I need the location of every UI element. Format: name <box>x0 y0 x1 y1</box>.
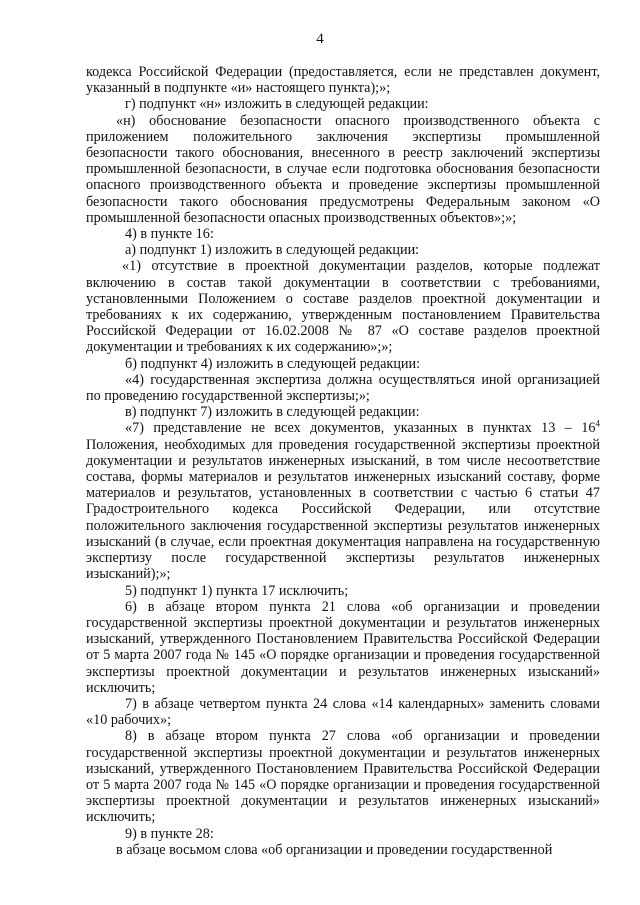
footnote-superscript: 4 <box>595 418 600 429</box>
paragraph-quote-4: «4) государственная экспертиза должна осуществляться иной организацией по проведению государственной экспертизы;»; <box>86 371 600 405</box>
paragraph-item-8: 8) в абзаце втором пункта 27 слова «об организации и проведении государственной экспертизы проектной документации и результатов инженерных изысканий, утвержденного Постановлением Правительства Российской Федерации от 5 марта 2007 года № 145 «О порядке организации и проведения государственной экспертизы проектной документации и результатов инженерных изысканий» исключить; <box>86 728 600 826</box>
quote-7-rest: Положения, необходимых для проведения государственной экспертизы проектной документации и результатов инженерных изысканий, в том числе несоответствие состава, формы материалов и результатов инженерных изысканий составу, форме материалов и результатов, установленных в соответствии с частью 6 статьи 47 Градостроительного кодекса Российской Федерации, или отсутствие положительного заключения государственной экспертизы результатов инженерных изысканий (в случае, если проектная документация направлена на государственную экспертизу после государственной экспертизы результатов инженерных изысканий);»; <box>86 436 600 583</box>
paragraph-continuation: кодекса Российской Федерации (предоставляется, если не представлен документ, указанный в подпункте «и» настоящего пункта);»; <box>86 64 600 97</box>
paragraph-item-9: 9) в пункте 28: <box>125 825 214 842</box>
paragraph-abzac-8: в абзаце восьмом слова «об организации и проведении государственной <box>116 841 553 858</box>
paragraph-subpoint-b: б) подпункт 4) изложить в следующей редакции: <box>125 355 421 372</box>
paragraph-quote-1: «1) отсутствие в проектной документации разделов, которые подлежат включению в состав такой документации в соответствии с требованиями, установленными Положением о составе разделов проектной документации и требованиях к их содержанию, утвержденным постановлением Правительства Российской Федерации от 16.02.2008 № 87 «О составе разделов проектной документации и требованиях к их содержанию»;»; <box>86 258 600 356</box>
page-number: 4 <box>316 31 324 47</box>
paragraph-subpoint-a: а) подпункт 1) изложить в следующей редакции: <box>125 242 420 259</box>
paragraph-item-7: 7) в абзаце четвертом пункта 24 слова «14 календарных» заменить словами «10 рабочих»; <box>86 695 600 729</box>
paragraph-quote-n: «н) обоснование безопасности опасного производственного объекта с приложением положительного заключения экспертизы промышленной безопасности такого обоснования, внесенного в реестр заключений экспертизы промышленной безопасности, в случае если подготовка обоснования безопасности опасного производственного объекта и проведение экспертизы промышленной безопасности такого обоснования предусмотрены Федеральным законом «О промышленной безопасности опасных производственных объектов»;»; <box>86 112 600 226</box>
paragraph-item-5: 5) подпункт 1) пункта 17 исключить; <box>125 582 349 599</box>
paragraph-subpoint-g: г) подпункт «н» изложить в следующей редакции: <box>125 96 429 113</box>
paragraph-quote-7 <box>86 420 600 582</box>
paragraph-item-4: 4) в пункте 16: <box>125 226 214 243</box>
document-body <box>86 64 600 858</box>
paragraph-subpoint-v: в) подпункт 7) изложить в следующей редакции: <box>125 404 420 421</box>
quote-7-lead: «7) представление не всех документов, указанных в пунктах 13 – 16 <box>125 420 596 437</box>
paragraph-item-6: 6) в абзаце втором пункта 21 слова «об организации и проведении государственной экспертизы проектной документации и результатов инженерных изысканий, утвержденного Постановлением Правительства Российской Федерации от 5 марта 2007 года № 145 «О порядке организации и проведения государственной экспертизы проектной документации и результатов инженерных изысканий» исключить; <box>86 598 600 696</box>
